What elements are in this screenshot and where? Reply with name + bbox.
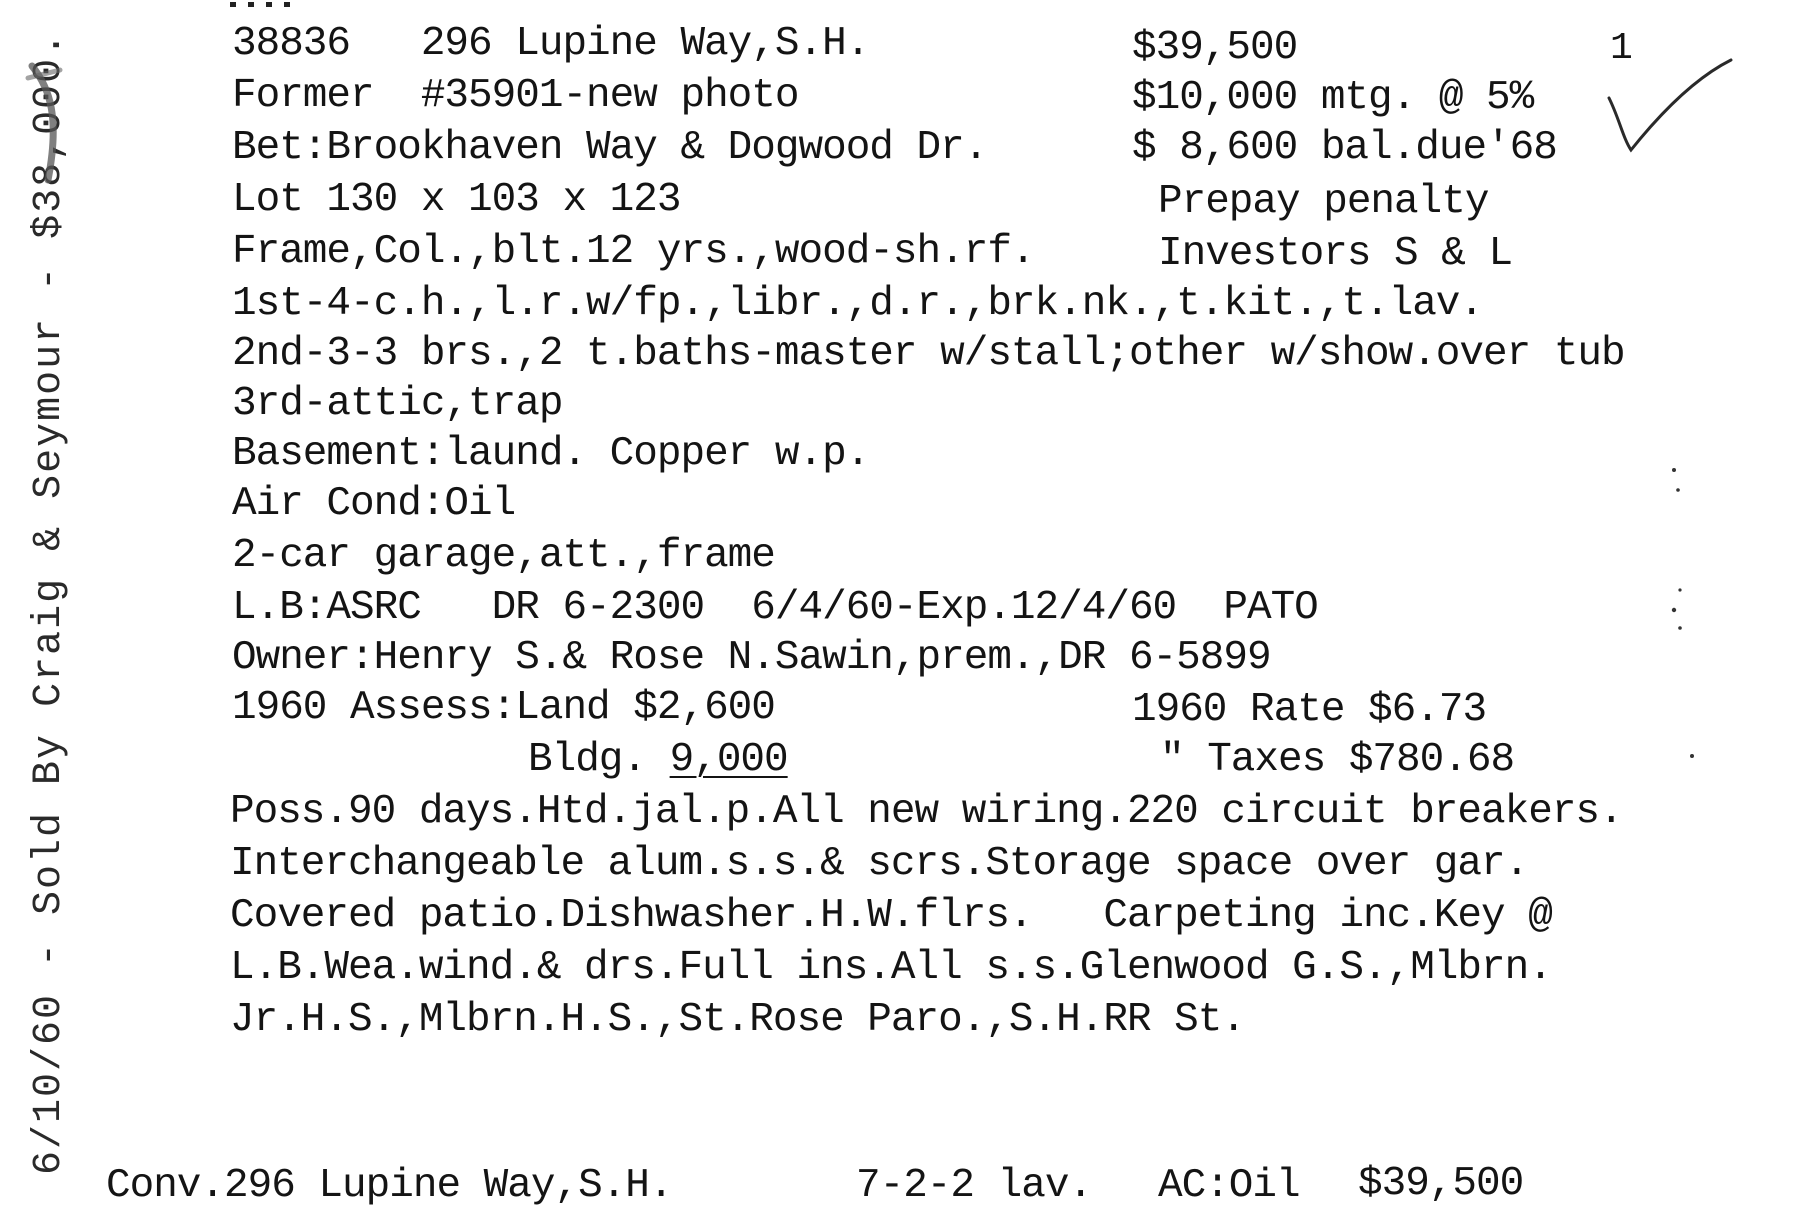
- remarks-line-4: L.B.Wea.wind.& drs.Full ins.All s.s.Glenwood G.S.,Mlbrn.: [230, 945, 1552, 991]
- ink-specks: [1660, 460, 1700, 770]
- list-price: $39,500: [1132, 25, 1298, 71]
- checkmark-icon: [1605, 58, 1735, 158]
- building-value: 9,000: [669, 737, 788, 783]
- lot-size: Lot 130 x 103 x 123: [232, 177, 681, 223]
- top-edge-marks: [230, 0, 310, 10]
- assessment-land: 1960 Assess:Land $2,600: [232, 685, 775, 731]
- assessment-building: [528, 737, 788, 783]
- footer-rooms: 7-2-2 lav.: [856, 1163, 1093, 1209]
- building-label: Bldg.: [528, 737, 670, 783]
- page-number: 1: [1610, 27, 1632, 70]
- remarks-line-5: Jr.H.S.,Mlbrn.H.S.,St.Rose Paro.,S.H.RR St.: [230, 997, 1245, 1043]
- remarks-line-1: Poss.90 days.Htd.jal.p.All new wiring.220 circuit breakers.: [230, 789, 1623, 835]
- second-floor: 2nd-3-3 brs.,2 t.baths-master w/stall;other w/show.over tub: [232, 331, 1625, 377]
- taxes: " Taxes $780.68: [1160, 737, 1515, 783]
- garage: 2-car garage,att.,frame: [232, 533, 775, 579]
- sold-note: 6/10/60 - Sold By Craig & Seymour - $38,000.: [27, 30, 72, 1175]
- first-floor: 1st-4-c.h.,l.r.w/fp.,libr.,d.r.,brk.nk.,t.kit.,t.lav.: [232, 281, 1484, 327]
- mortgage: $10,000 mtg. @ 5%: [1132, 75, 1534, 121]
- tax-rate: 1960 Rate $6.73: [1132, 687, 1487, 733]
- former-listing: Former #35901-new photo: [232, 73, 799, 119]
- construction: Frame,Col.,blt.12 yrs.,wood-sh.rf.: [232, 229, 1035, 275]
- pencil-mark-icon: [20, 58, 70, 188]
- listing-id-address: 38836 296 Lupine Way,S.H.: [232, 21, 870, 67]
- owner: Owner:Henry S.& Rose N.Sawin,prem.,DR 6-5899: [232, 635, 1271, 681]
- listing-broker: L.B:ASRC DR 6-2300 6/4/60-Exp.12/4/60 PATO: [232, 585, 1318, 631]
- footer-price: $39,500: [1358, 1161, 1524, 1207]
- third-floor: 3rd-attic,trap: [232, 381, 563, 427]
- remarks-line-2: Interchangeable alum.s.s.& scrs.Storage space over gar.: [230, 841, 1529, 887]
- footer-address: Conv.296 Lupine Way,S.H.: [106, 1163, 673, 1209]
- remarks-line-3: Covered patio.Dishwasher.H.W.flrs. Carpeting inc.Key @: [230, 893, 1552, 939]
- basement: Basement:laund. Copper w.p.: [232, 431, 870, 477]
- air-conditioning: Air Cond:Oil: [232, 481, 516, 527]
- lender: Investors S & L: [1158, 231, 1513, 277]
- balance-due: $ 8,600 bal.due'68: [1132, 125, 1557, 171]
- footer-ac: AC:Oil: [1158, 1163, 1300, 1209]
- prepay-penalty: Prepay penalty: [1158, 179, 1489, 225]
- between-streets: Bet:Brookhaven Way & Dogwood Dr.: [232, 125, 988, 171]
